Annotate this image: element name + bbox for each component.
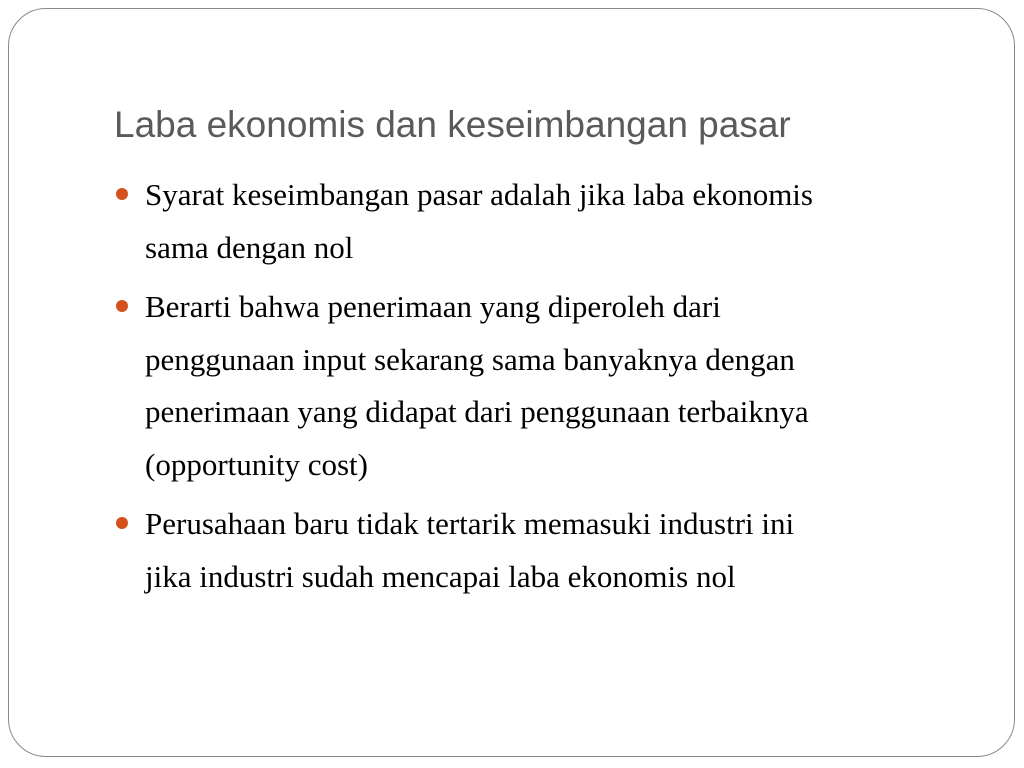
bullet-item	[112, 281, 972, 491]
bullet-item	[112, 498, 972, 603]
bullet-icon	[116, 188, 128, 200]
slide-title: Laba ekonomis dan keseimbangan pasar	[114, 104, 791, 145]
bullet-list	[112, 169, 972, 610]
bullet-line: Syarat keseimbangan pasar adalah jika laba ekonomis	[145, 177, 813, 212]
bullet-icon	[116, 300, 128, 312]
bullet-line: Berarti bahwa penerimaan yang diperoleh dari	[145, 289, 721, 324]
bullet-line: (opportunity cost)	[145, 446, 368, 482]
bullet-line: Perusahaan baru tidak tertarik memasuki industri ini	[145, 506, 795, 541]
bullet-item	[112, 169, 972, 274]
bullet-line: sama dengan nol	[145, 229, 354, 265]
bullet-line: penggunaan input sekarang sama banyaknya dengan	[145, 341, 795, 377]
bullet-line: penerimaan yang didapat dari penggunaan terbaiknya	[145, 394, 809, 429]
bullet-line: jika industri sudah mencapai laba ekonomis nol	[145, 558, 736, 594]
bullet-icon	[116, 517, 128, 529]
